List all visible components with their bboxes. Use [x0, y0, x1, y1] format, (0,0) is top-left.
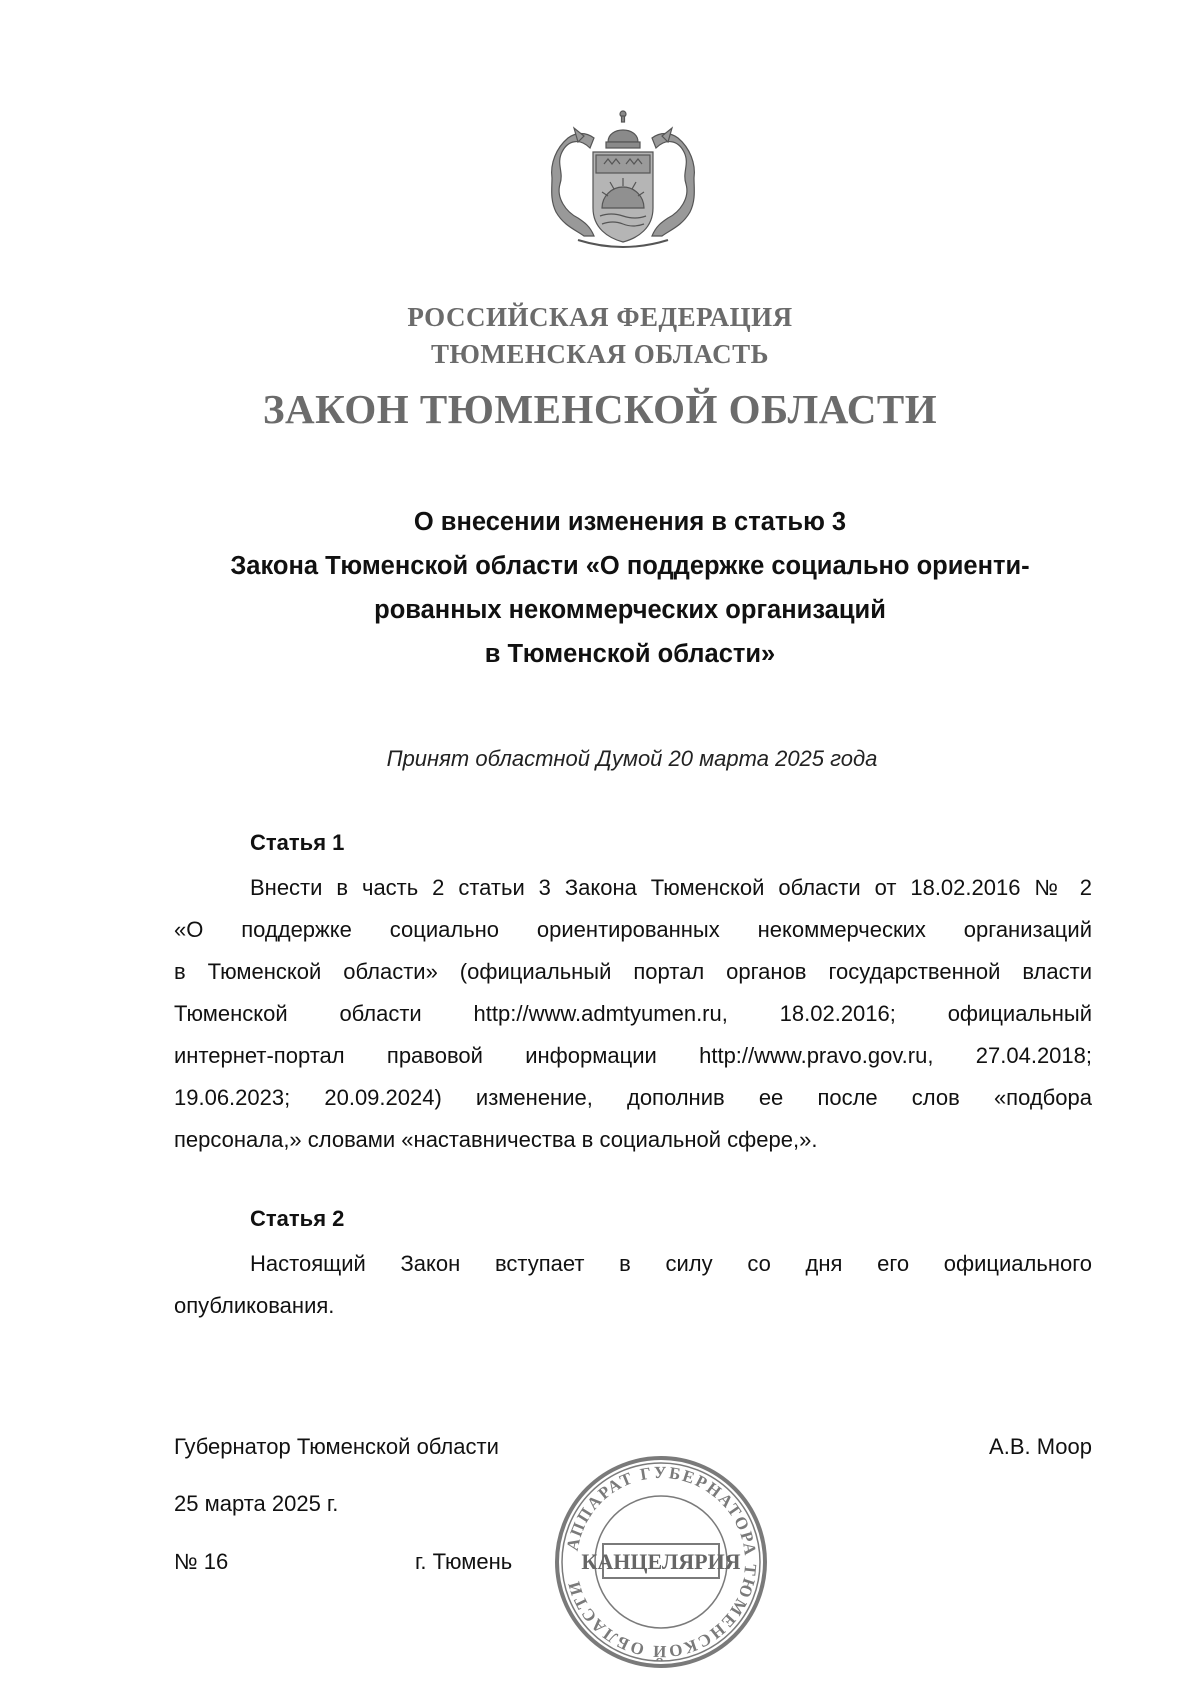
article-1-line: Тюменской области http://www.admtyumen.ru, 18.02.2016; официальный [174, 1001, 1092, 1026]
header-law-type: ЗАКОН ТЮМЕНСКОЙ ОБЛАСТИ [262, 386, 938, 432]
law-title [180, 500, 1080, 676]
article-1-line: интернет-портал правовой информации http://www.pravo.gov.ru, 27.04.2018; [174, 1043, 1092, 1068]
article-2-line: опубликования. [174, 1293, 335, 1318]
article-2-body [174, 1243, 1092, 1327]
article-1-line: Внести в часть 2 статьи 3 Закона Тюменской области от 18.02.2016 № 2 [250, 875, 1092, 900]
article-1-line: персонала,» словами «наставничества в социальной сфере,». [174, 1127, 818, 1152]
header-country: РОССИЙСКАЯ ФЕДЕРАЦИЯ [407, 302, 793, 332]
adoption-note: Принят областной Думой 20 марта 2025 года [386, 746, 878, 771]
article-1-heading: Статья 1 [250, 830, 345, 855]
article-2-heading: Статья 2 [250, 1206, 345, 1231]
signatory-role: Губернатор Тюменской области [174, 1434, 499, 1459]
article-1-line: в Тюменской области» (официальный портал органов государственной власти [174, 959, 1092, 984]
signing-city: г. Тюмень [415, 1549, 513, 1574]
law-title-line: рованных некоммерческих организаций [374, 596, 886, 624]
seal-center-text: КАНЦЕЛЯРИЯ [581, 1549, 741, 1574]
law-number: № 16 [174, 1549, 229, 1574]
law-title-line: О внесении изменения в статью 3 [413, 508, 847, 536]
article-1-body [174, 867, 1092, 1161]
coat-of-arms-icon [538, 108, 708, 256]
law-title-line: Закона Тюменской области «О поддержке социально ориенти- [230, 552, 1030, 580]
signatory-name: А.В. Моор [989, 1434, 1092, 1459]
article-1-line: 19.06.2023; 20.09.2024) изменение, дополнив ее после слов «подбора [174, 1085, 1092, 1110]
official-seal-icon [553, 1454, 769, 1670]
article-1-line: «О поддержке социально ориентированных некоммерческих организаций [174, 917, 1092, 942]
signing-date: 25 марта 2025 г. [174, 1491, 339, 1516]
article-2-line: Настоящий Закон вступает в силу со дня его официального [250, 1251, 1092, 1276]
header-region: ТЮМЕНСКАЯ ОБЛАСТЬ [430, 339, 770, 369]
seal-ring-text: АППАРАТ ГУБЕРНАТОРА ТЮМЕНСКОЙ ОБЛАСТИ [562, 1462, 761, 1662]
law-title-line: в Тюменской области» [484, 640, 776, 668]
